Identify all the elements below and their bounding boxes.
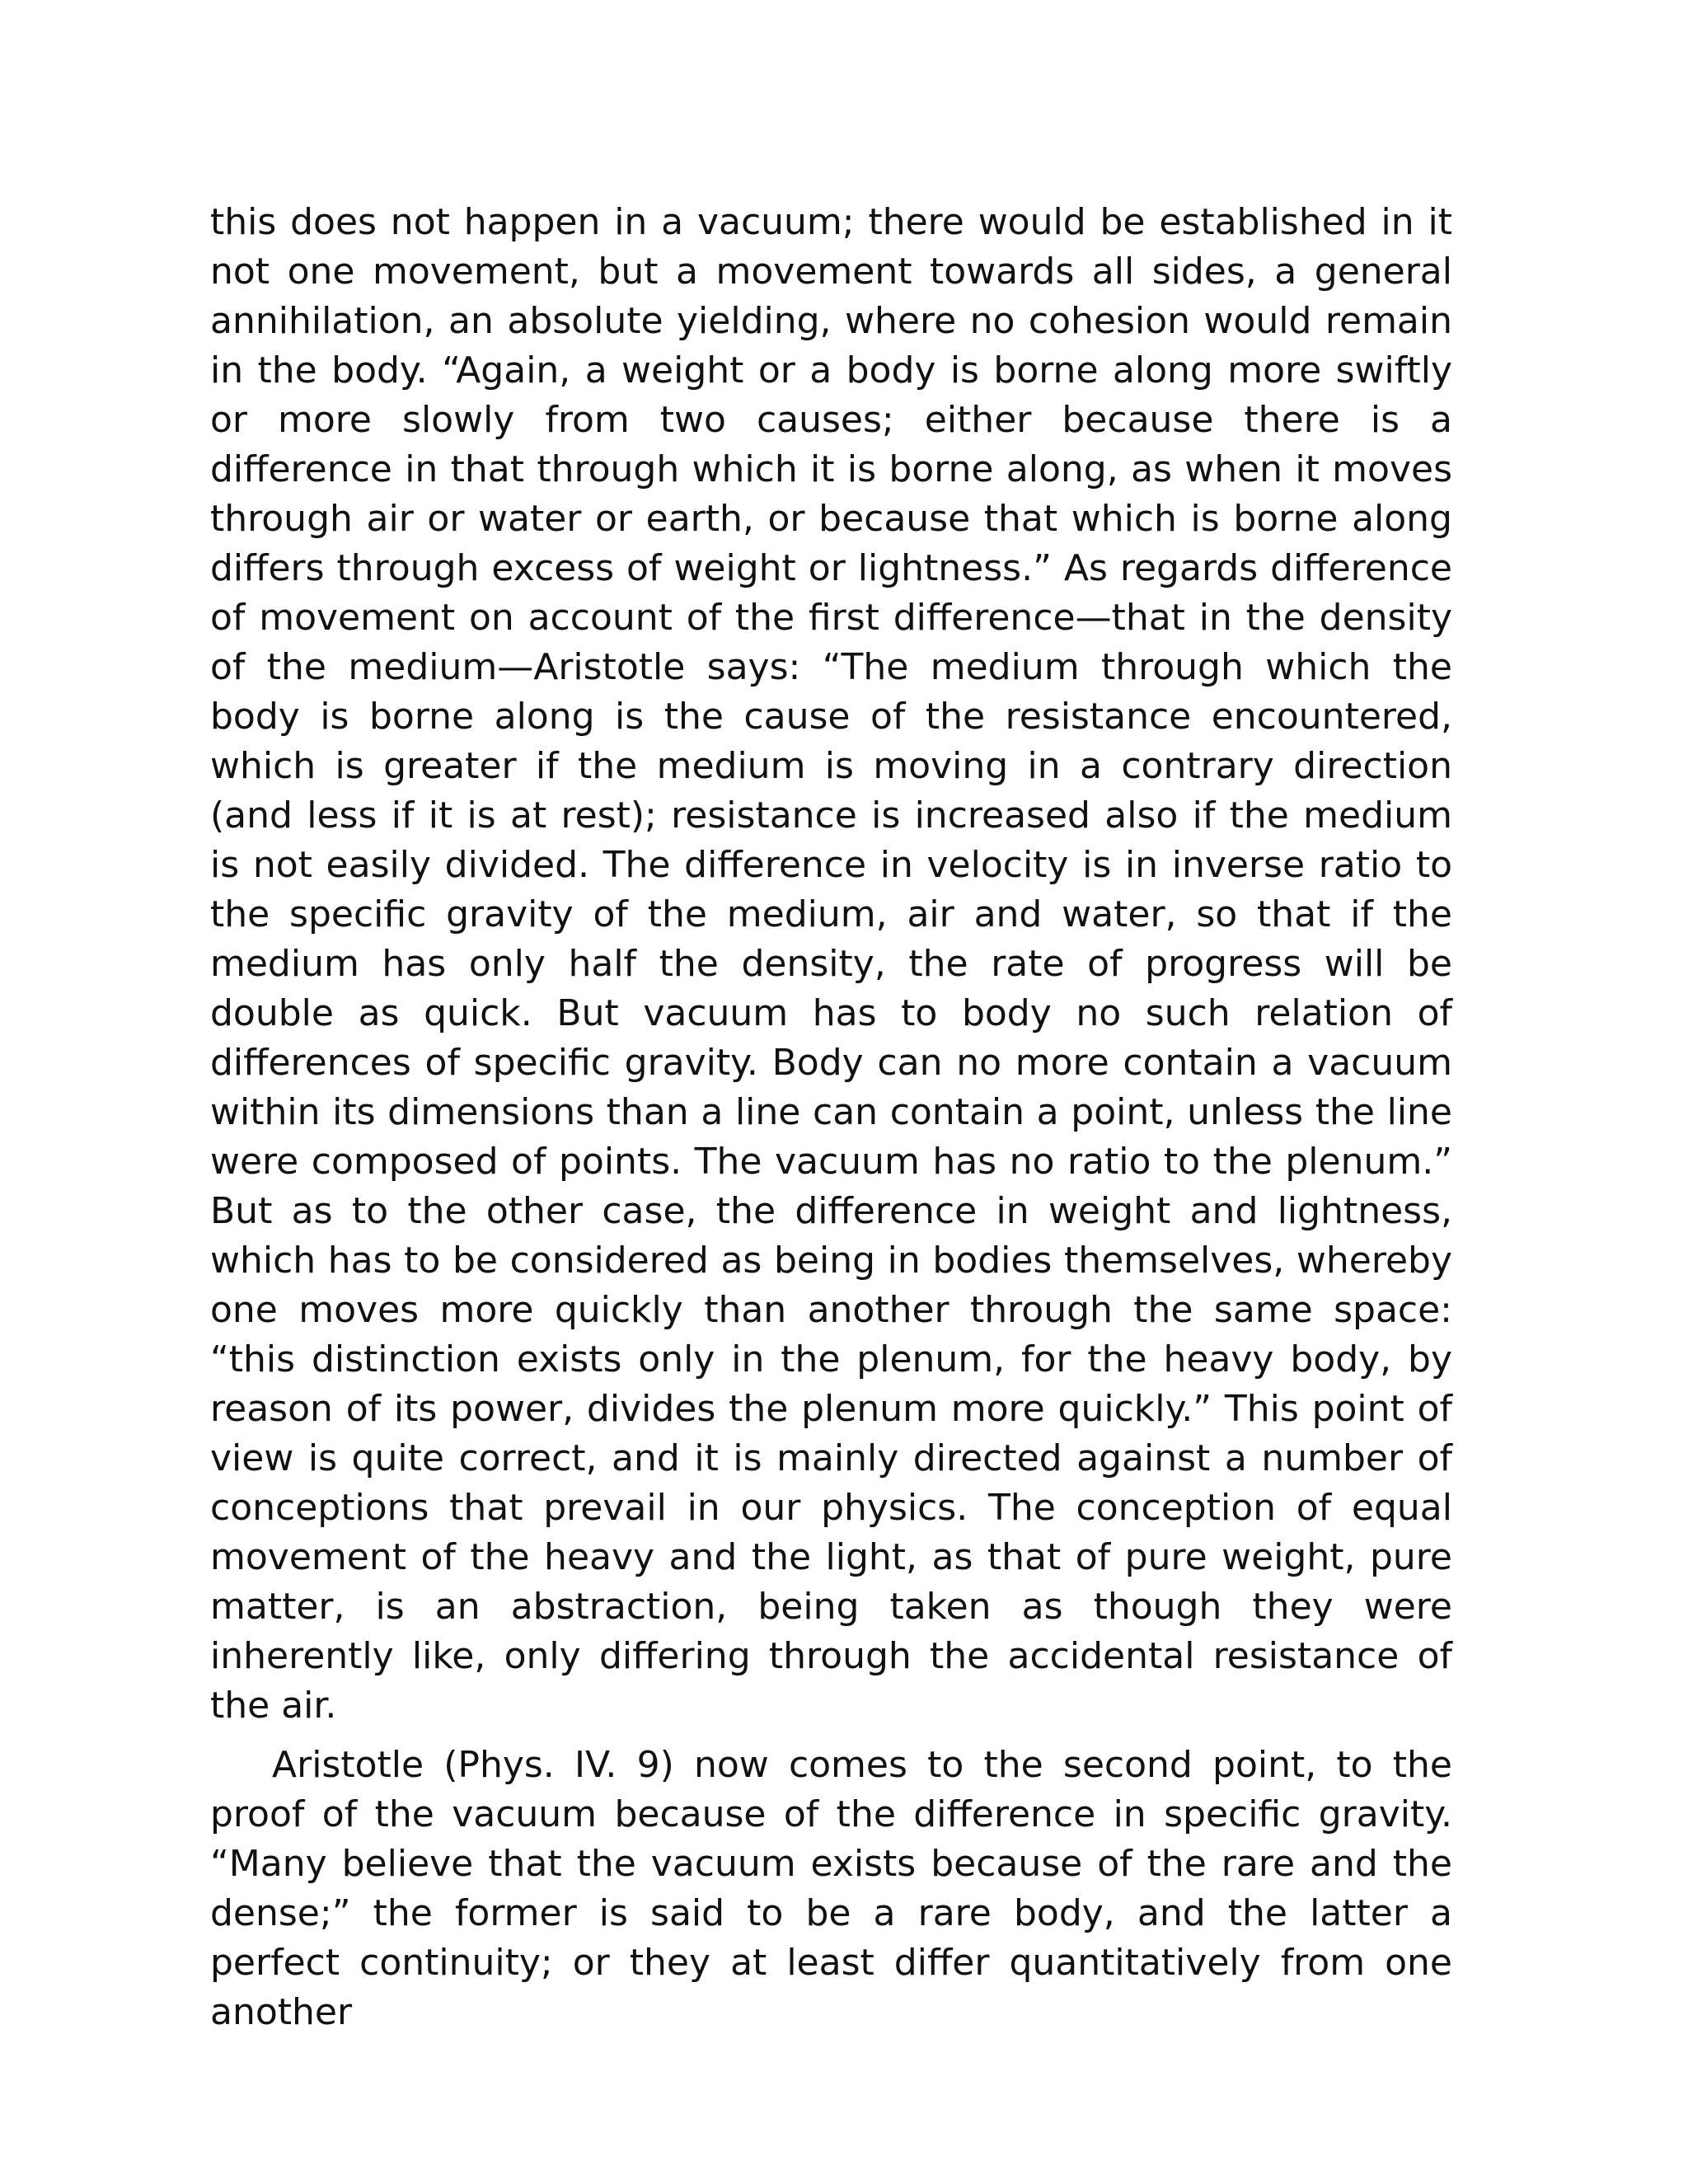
body-text bbox=[210, 198, 1452, 2037]
paragraph-1: this does not happen in a vacuum; there would be established in it not one movement, but a movement towards all sides, a general annihilation, an absolute yielding, where no cohesion would remain in the body. “Again, a weight or a body is borne along more swiftly or more slowly from two causes; either because there is a difference in that through which it is borne along, as when it moves through air or water or earth, or because that which is borne along differs through excess of weight or lightness.” As regards difference of movement on account of the first difference—that in the density of the medium—Aristotle says: “The medium through which the body is borne along is the cause of the resistance encountered, which is greater if the medium is moving in a contrary direction (and less if it is at rest); resistance is increased also if the medium is not easily divided. The difference in velocity is in inverse ratio to the specific gravity of the medium, air and water, so that if the medium has only half the density, the rate of progress will be double as quick. But vacuum has to body no such relation of differences of specific gravity. Body can no more contain a vacuum within its dimensions than a line can contain a point, unless the line were composed of points. The vacuum has no ratio to the plenum.” But as to the other case, the difference in weight and lightness, which has to be considered as being in bodies themselves, whereby one moves more quickly than another through the same space: “this distinction exists only in the plenum, for the heavy body, by reason of its power, divides the plenum more quickly.” This point of view is quite correct, and it is mainly directed against a number of conceptions that prevail in our physics. The conception of equal movement of the heavy and the light, as that of pure weight, pure matter, is an abstraction, being taken as though they were inherently like, only differing through the accidental resistance of the air. bbox=[210, 201, 1452, 1727]
paragraph-2: Aristotle (Phys. IV. 9) now comes to the second point, to the proof of the vacuum because of the difference in specific gravity. “Many believe that the vacuum exists because of the rare and the dense;” the former is said to be a rare body, and the latter a perfect continuity; or they at least differ quantitatively from one another bbox=[210, 1744, 1452, 2033]
